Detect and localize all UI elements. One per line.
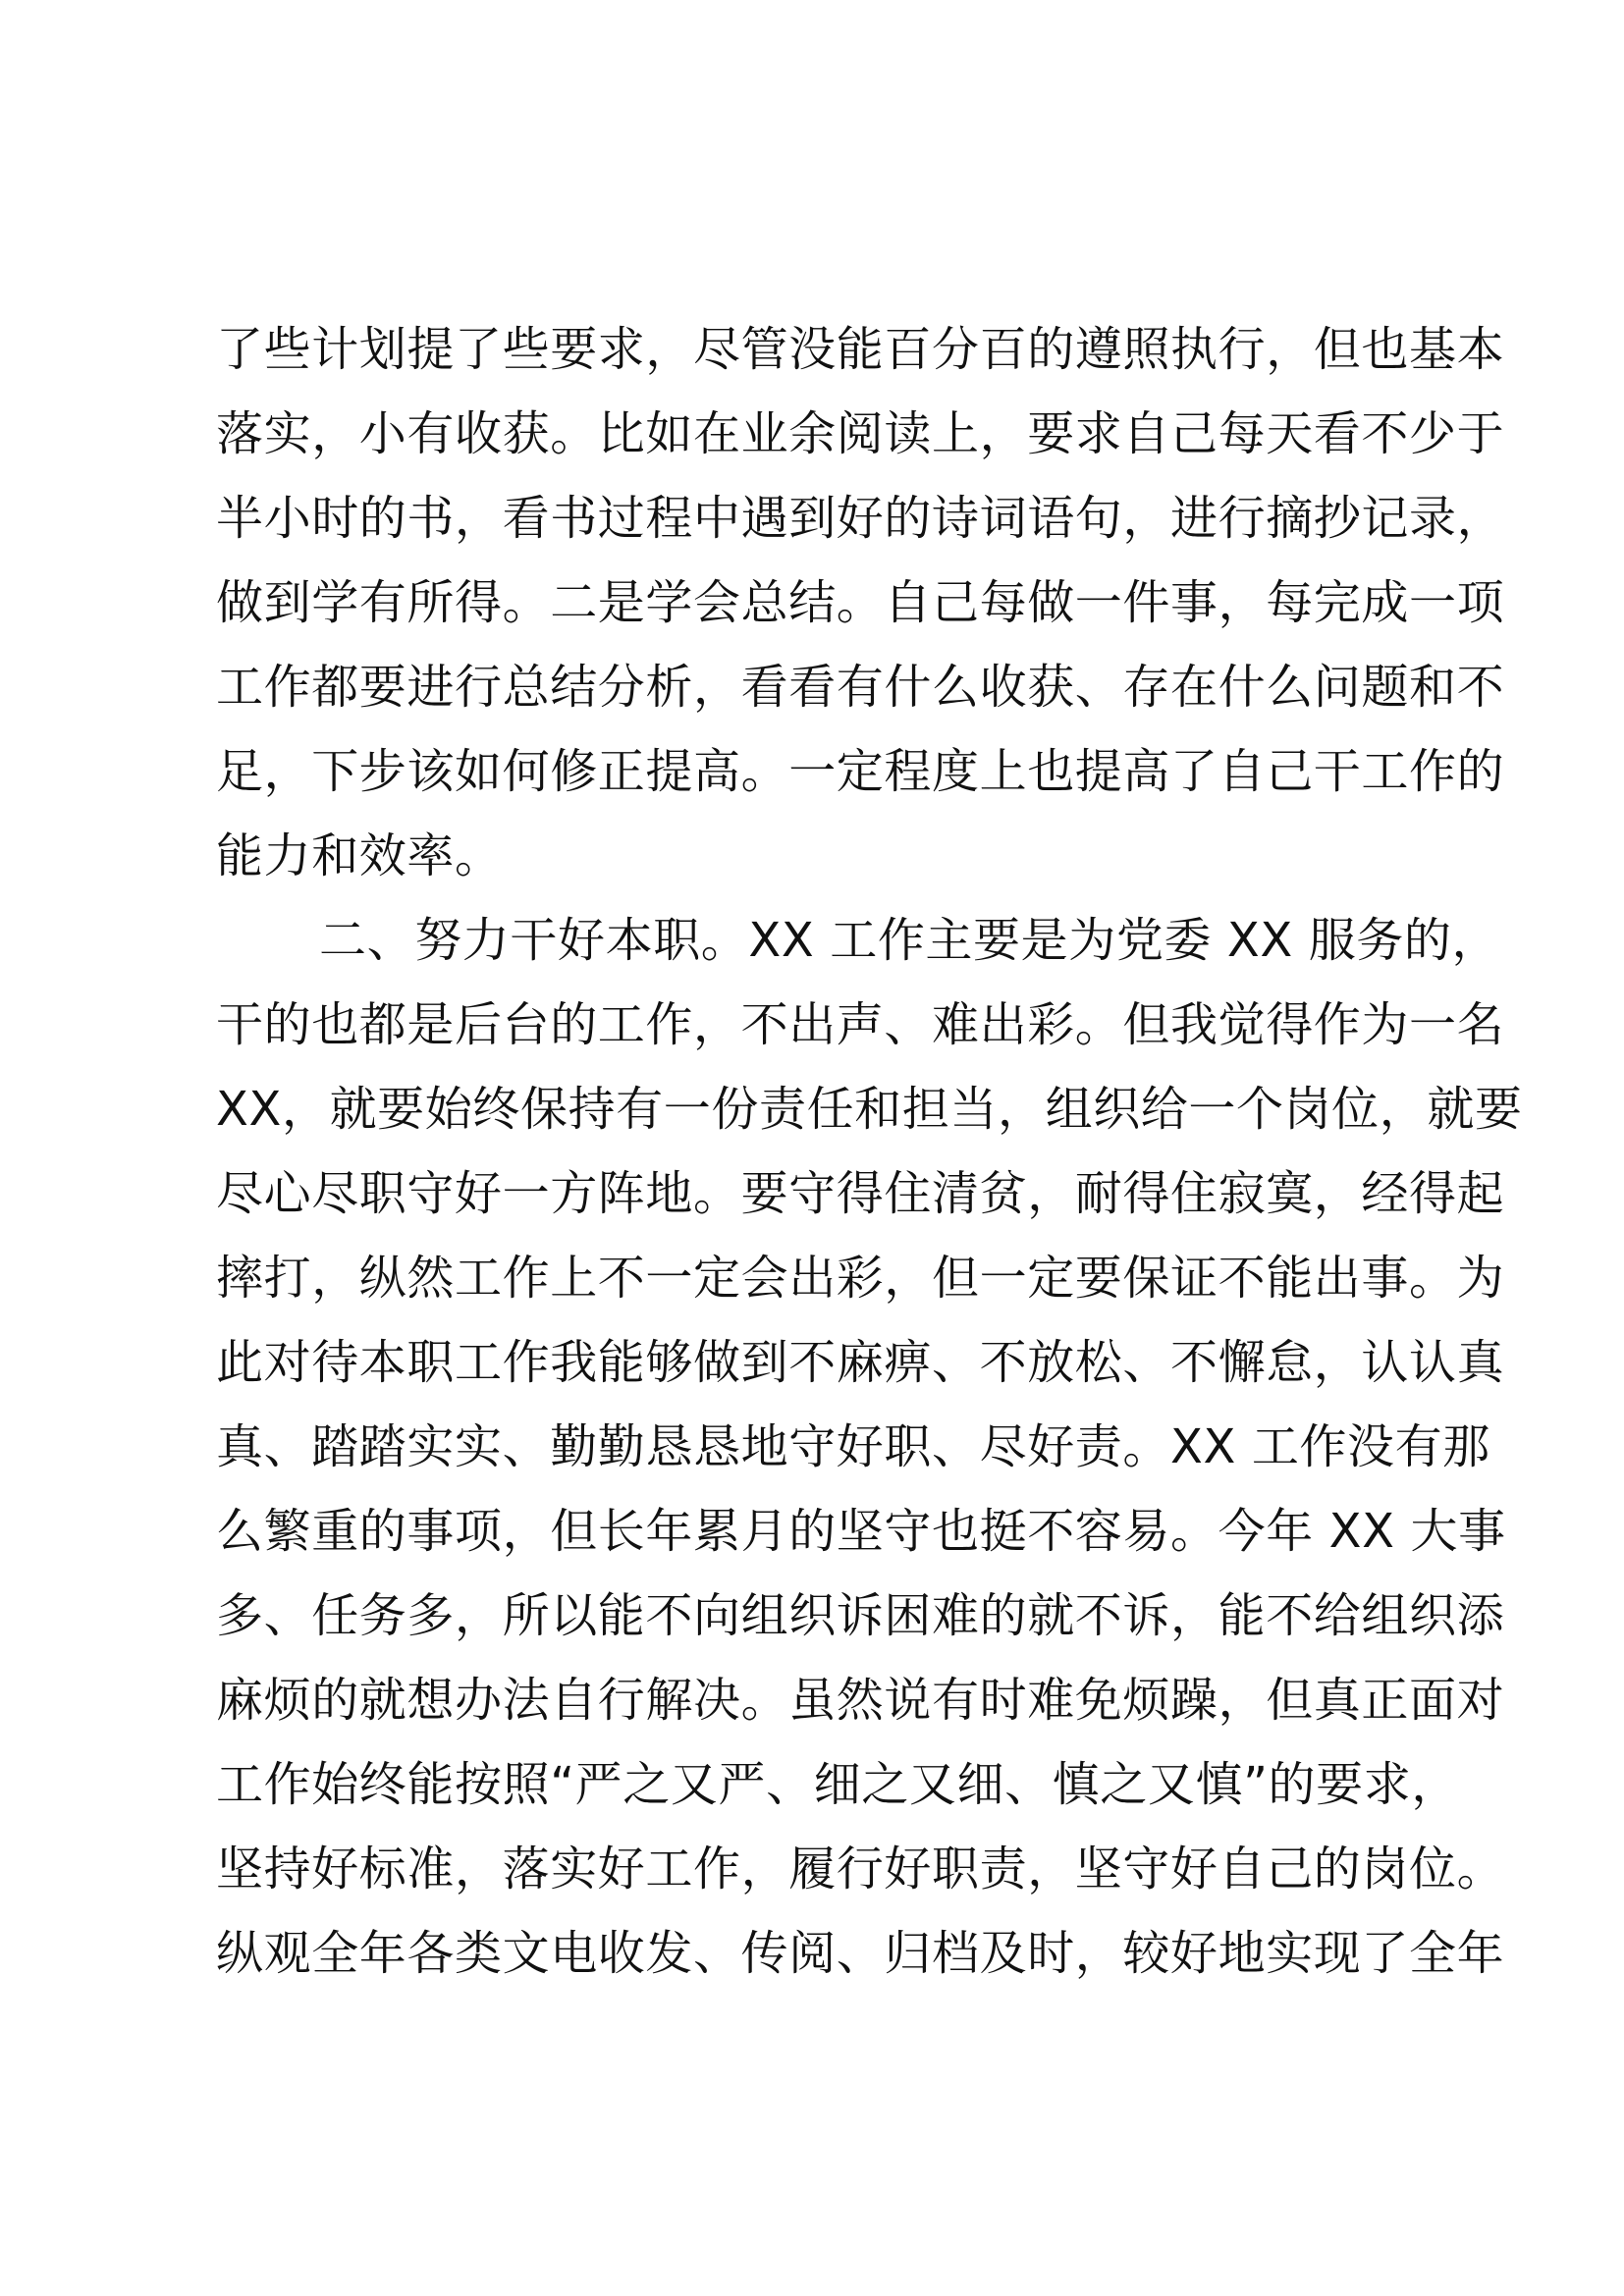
paragraph-line: 能力和效率。 bbox=[216, 828, 503, 883]
paragraph-line: 工作都要进行总结分析，看看有什么收获、存在什么问题和不 bbox=[216, 660, 1505, 715]
section-heading-line: 二、努力干好本职。XX 工作主要是为党委 XX 服务的， bbox=[319, 913, 1500, 968]
paragraph-line: 半小时的书，看书过程中遇到好的诗词语句，进行摘抄记录， bbox=[216, 491, 1505, 546]
paragraph-line: 落实，小有收获。比如在业余阅读上，要求自己每天看不少于 bbox=[216, 406, 1505, 461]
paragraph-line: 纵观全年各类文电收发、传阅、归档及时，较好地实现了全年 bbox=[216, 1926, 1505, 1981]
paragraph-line: 么繁重的事项，但长年累月的坚守也挺不容易。今年 XX 大事 bbox=[216, 1504, 1506, 1559]
paragraph-line: 麻烦的就想办法自行解决。虽然说有时难免烦躁，但真正面对 bbox=[216, 1673, 1505, 1728]
paragraph-line: 摔打，纵然工作上不一定会出彩，但一定要保证不能出事。为 bbox=[216, 1251, 1505, 1306]
paragraph-line: 了些计划提了些要求，尽管没能百分百的遵照执行，但也基本 bbox=[216, 322, 1505, 377]
paragraph-line: 坚持好标准，落实好工作，履行好职责，坚守好自己的岗位。 bbox=[216, 1842, 1505, 1896]
paragraph-line: XX，就要始终保持有一份责任和担当，组织给一个岗位，就要 bbox=[216, 1082, 1523, 1137]
paragraph-line: 此对待本职工作我能够做到不麻痹、不放松、不懈怠，认认真 bbox=[216, 1335, 1505, 1390]
paragraph-line: 做到学有所得。二是学会总结。自己每做一件事，每完成一项 bbox=[216, 575, 1505, 630]
paragraph-line: 多、任务多，所以能不向组织诉困难的就不诉，能不给组织添 bbox=[216, 1588, 1505, 1643]
paragraph-line: 干的也都是后台的工作，不出声、难出彩。但我觉得作为一名 bbox=[216, 997, 1505, 1052]
paragraph-line: 足，下步该如何修正提高。一定程度上也提高了自己干工作的 bbox=[216, 744, 1505, 799]
paragraph-line: 尽心尽职守好一方阵地。要守得住清贫，耐得住寂寞，经得起 bbox=[216, 1166, 1505, 1221]
paragraph-line: 真、踏踏实实、勤勤恳恳地守好职、尽好责。XX 工作没有那 bbox=[216, 1419, 1490, 1474]
paragraph-line: 工作始终能按照“严之又严、细之又细、慎之又慎”的要求， bbox=[216, 1757, 1459, 1812]
